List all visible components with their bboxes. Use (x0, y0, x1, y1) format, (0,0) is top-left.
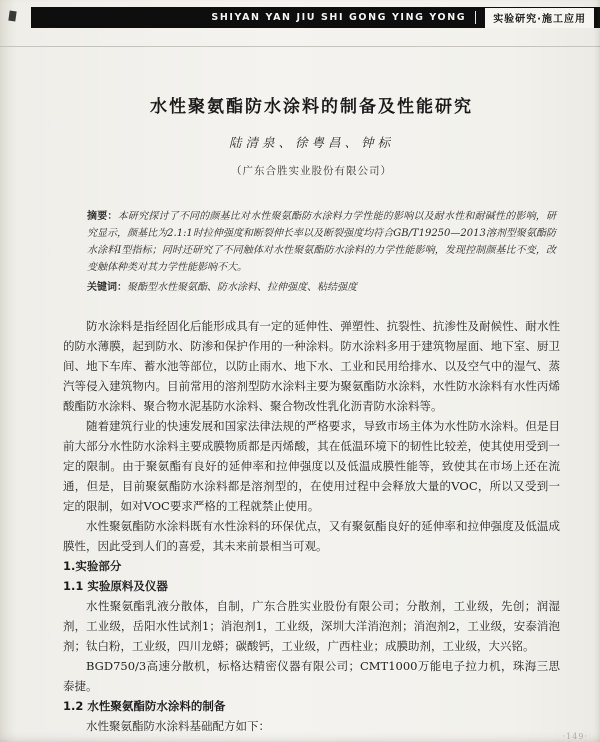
body-paragraph: 水性聚氨酯防水涂料既有水性涂料的环保优点，又有聚氨酯良好的延伸率和拉伸强度及低温成膜性，因此受到人们的喜爱，其未来前景相当可观。 (63, 519, 560, 553)
page-number: ·149· (562, 732, 588, 741)
header-rule (0, 46, 600, 47)
journal-header-bar (31, 7, 600, 28)
authors-line: 陆清泉、徐粤昌、钟标 (228, 135, 394, 150)
abstract-text: 本研究探讨了不同的颜基比对水性聚氨酯防水涂料力学性能的影响以及耐水性和耐碱性的影响，研究显示，颜基比为2.1:1时拉伸强度和断裂伸长率以及断裂强度均符合GB/T19250—2013溶剂型聚氨酯防水涂料Ⅰ型指标；同时还研究了不同触体对水性聚氨酯防水涂料的力学性能影响，发现控制颜基比不变，改变触体种类对其力学性能影响不大。 (87, 211, 557, 273)
keywords-paragraph (87, 279, 556, 296)
body-paragraph: 水性聚氨酯乳液分散体，自制，广东合胜实业股份有限公司；分散剂，工业级，先创；润湿剂，工业级，岳阳水性试剂1；消泡剂1，工业级，深圳大洋消泡剂；消泡剂2，工业级，安泰消泡剂；钛白粉，工业级，四川龙蟒；碳酸钙，工业级，广西柱业；成膜助剂，工业级，大兴铭。 (63, 599, 560, 653)
section-heading: 1.2 水性聚氨酯防水涂料的制备 (63, 699, 226, 713)
journal-section-label: 实验研究·施工应用 (485, 8, 594, 28)
keywords-text: 聚酯型水性聚氨酯、防水涂料、拉伸强度、粘结强度 (127, 282, 357, 293)
section-heading: 1.实验部分 (63, 559, 122, 573)
header-divider (475, 11, 476, 24)
body-paragraph: BGD750/3高速分散机，标格达精密仪器有限公司；CMT1000万能电子拉力机，珠海三思泰捷。 (63, 659, 560, 693)
journal-name-pinyin: SHIYAN YAN JIU SHI GONG YING YONG (211, 12, 467, 23)
body-paragraph: 随着建筑行业的快速发展和国家法律法规的严格要求，导致市场主体为水性防水涂料。但是目前大部分水性防水涂料主要成膜物质都是丙烯酸，其在低温环境下的韧性比较差，使其使用受到一定的限制。由于聚氨酯有良好的延伸率和拉伸强度以及低温成膜性能等，致使其在市场上还在流通，但是，目前聚氨酯防水涂料都是溶剂型的，在使用过程中会释放大量的VOC，所以又受到一定的限制，如对VOC要求严格的工程就禁止使用。 (63, 419, 560, 513)
paper-title: 水性聚氨酯防水涂料的制备及性能研究 (150, 97, 473, 117)
affiliation-line: （广东合胜实业股份有限公司） (231, 165, 392, 177)
abstract-paragraph (87, 208, 556, 276)
abstract-label: 摘要： (87, 211, 118, 222)
paper-body (63, 316, 560, 736)
scan-artifact-mark (8, 11, 16, 22)
body-paragraph: 水性聚氨酯防水涂料基础配方如下： (86, 719, 270, 733)
section-heading: 1.1 实验原料及仪器 (63, 579, 168, 593)
body-paragraph: 防水涂料是指经固化后能形成具有一定的延伸性、弹塑性、抗裂性、抗渗性及耐候性、耐水性的防水薄膜，起到防水、防渗和保护作用的一种涂料。防水涂料多用于建筑物屋面、地下室、厨卫间、地下车库、蓄水池等部位，以防止雨水、地下水、工业和民用给排水、以及空气中的湿气、蒸汽等侵入建筑物内。目前常用的溶剂型防水涂料主要为聚氨酯防水涂料，水性防水涂料有水性丙烯酸酯防水涂料、聚合物水泥基防水涂料、聚合物改性乳化沥青防水涂料等。 (63, 319, 560, 413)
keywords-label: 关键词： (87, 282, 127, 293)
page-content (63, 50, 560, 736)
